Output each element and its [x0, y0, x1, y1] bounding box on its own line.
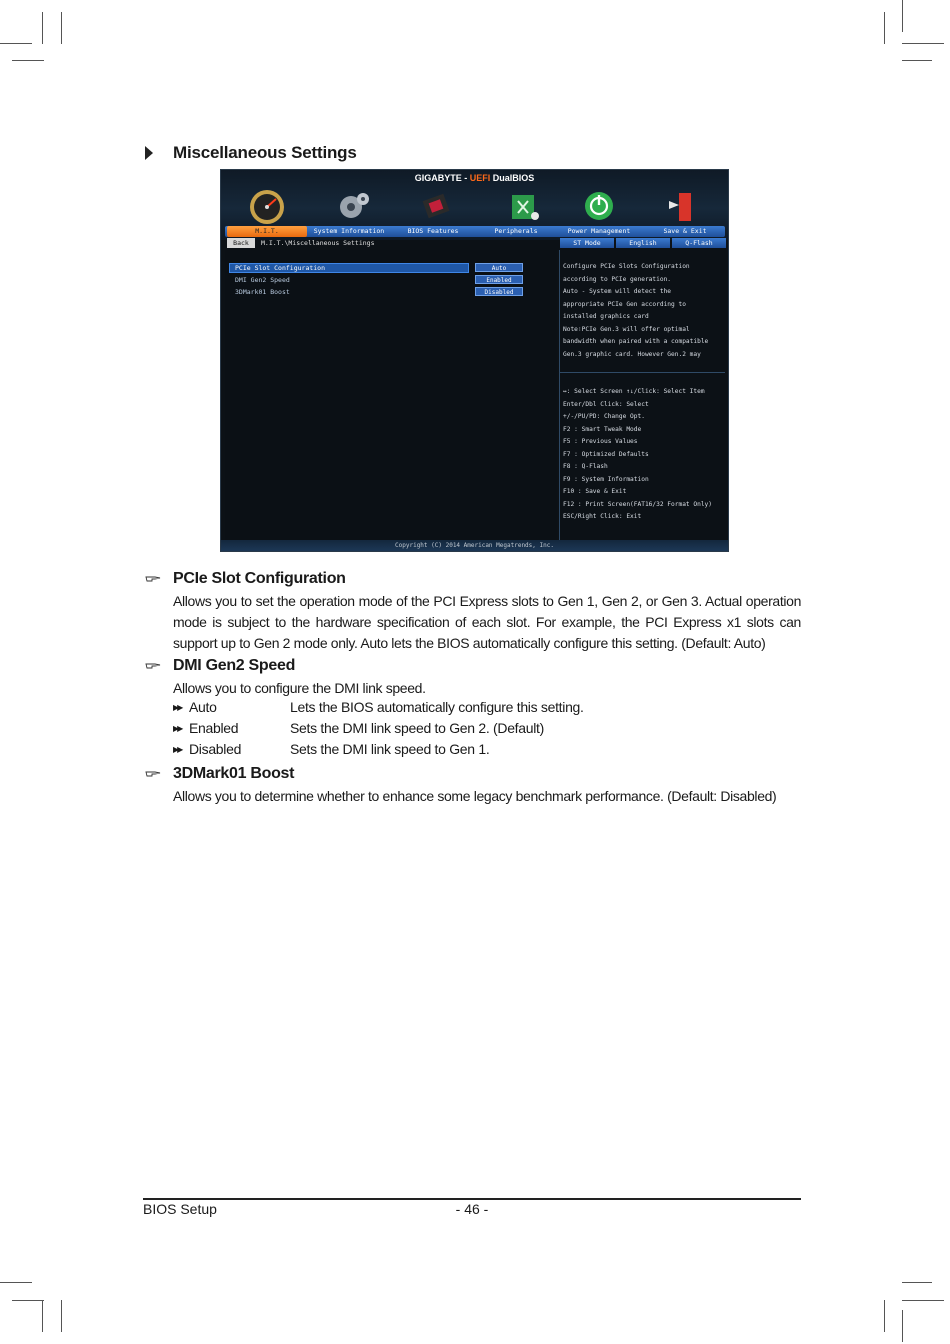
setting-label: 3DMark01 Boost: [235, 288, 290, 296]
speedometer-icon[interactable]: [247, 187, 287, 225]
crop-mark: [902, 43, 944, 44]
help-line: Auto - System will detect the: [563, 288, 672, 295]
peripherals-icon[interactable]: [504, 187, 544, 225]
help-line: installed graphics card: [563, 313, 649, 320]
menu-peripherals[interactable]: Peripherals: [494, 227, 538, 235]
double-arrow-icon: ▶▶: [173, 724, 182, 733]
brand-sep: -: [461, 173, 470, 183]
crop-mark: [12, 60, 44, 61]
setting-value-pcie-slot[interactable]: Auto: [475, 263, 523, 272]
copyright: Copyright (C) 2014 American Megatrends, Inc.: [395, 542, 554, 549]
page-number: - 46 -: [455, 1201, 489, 1217]
item-description: Allows you to configure the DMI link speed.: [173, 680, 426, 696]
key-hint: F5 : Previous Values: [563, 438, 638, 445]
menu-save-exit[interactable]: Save & Exit: [663, 227, 707, 235]
pointing-hand-icon: [145, 768, 161, 778]
st-mode-button[interactable]: ST Mode: [560, 238, 614, 248]
option-enabled: [173, 720, 238, 736]
option-desc: Lets the BIOS automatically configure this setting.: [290, 699, 584, 715]
chip-icon[interactable]: [416, 187, 456, 225]
crop-mark: [902, 60, 932, 61]
brand-uefi: UEFI: [469, 173, 491, 183]
setting-row-3dmark01[interactable]: [229, 287, 529, 297]
key-hint: F9 : System Information: [563, 475, 649, 483]
footer-rule: [143, 1198, 801, 1200]
bios-crumbbar: [225, 238, 725, 248]
key-hint: Enter/Dbl Click: Select: [563, 400, 649, 408]
pointing-hand-icon: [145, 660, 161, 670]
setting-value-dmi-gen2[interactable]: Enabled: [475, 275, 523, 284]
key-hint: +/-/PU/PD: Change Opt.: [563, 413, 645, 420]
key-hint: F7 : Optimized Defaults: [563, 450, 649, 458]
crop-mark: [42, 12, 43, 44]
double-arrow-icon: ▶▶: [173, 745, 182, 754]
item-title: 3DMark01 Boost: [173, 765, 295, 782]
setting-row-dmi-gen2[interactable]: [229, 275, 529, 285]
crop-mark: [61, 12, 62, 44]
footer-section-name: BIOS Setup: [143, 1201, 217, 1217]
item-title: DMI Gen2 Speed: [173, 657, 296, 674]
setting-label: PCIe Slot Configuration: [235, 264, 326, 272]
gear-icon[interactable]: [334, 187, 374, 225]
crop-mark: [61, 1300, 62, 1332]
menu-power-management[interactable]: Power Management: [567, 227, 631, 235]
crop-mark: [42, 1300, 43, 1332]
double-arrow-icon: ▶▶: [173, 703, 182, 712]
help-line: according to PCIe generation.: [563, 275, 672, 283]
item-description: Allows you to set the operation mode of the PCI Express slots to Gen 1, Gen 2, or Gen 3. Actual operation mode is subject to the hardware specification of each slot. For example, the PCI Express x1 slots can support up to Gen 2 mode only. Auto lets the BIOS automatically configure this setting. (Default: Auto): [173, 593, 801, 651]
bios-footer: [221, 540, 728, 552]
help-line: Configure PCIe Slots Configuration: [563, 263, 690, 270]
pointing-hand-icon: [145, 573, 161, 583]
menu-mit[interactable]: M.I.T.: [227, 226, 307, 237]
crop-mark: [902, 1300, 944, 1301]
key-hint: F2 : Smart Tweak Mode: [563, 425, 642, 433]
crop-mark: [12, 1300, 44, 1301]
breadcrumb: M.I.T.\Miscellaneous Settings: [261, 239, 375, 247]
crop-mark: [902, 1310, 903, 1342]
option-desc: Sets the DMI link speed to Gen 1.: [290, 741, 490, 757]
language-button[interactable]: English: [616, 238, 670, 248]
key-hint: F10 : Save & Exit: [563, 488, 627, 495]
bios-brand: [221, 173, 728, 183]
menu-system-information[interactable]: System Information: [313, 227, 385, 235]
menu-bios-features[interactable]: BIOS Features: [407, 227, 459, 235]
section-title: Miscellaneous Settings: [173, 143, 357, 162]
help-line: appropriate PCIe Gen according to: [563, 300, 686, 308]
bios-header: [221, 170, 728, 240]
crop-mark: [884, 1300, 885, 1332]
key-hint: ↔: Select Screen ↑↓/Click: Select Item: [563, 388, 705, 395]
crop-mark: [902, 1282, 932, 1283]
setting-value-3dmark01[interactable]: Disabled: [475, 287, 523, 296]
item-title: PCIe Slot Configuration: [173, 570, 346, 587]
option-auto: [173, 699, 217, 715]
help-line: bandwidth when paired with a compatible: [563, 338, 709, 345]
option-name: Disabled: [189, 741, 242, 757]
option-name: Auto: [189, 699, 217, 715]
option-name: Enabled: [189, 720, 239, 736]
brand-vendor: GIGABYTE: [414, 173, 462, 183]
item-description: Allows you to determine whether to enhance some legacy benchmark performance. (Default: Disabled): [173, 788, 777, 804]
help-line: Note∶PCIe Gen.3 will offer optimal: [563, 325, 690, 333]
power-icon[interactable]: [579, 187, 619, 225]
bios-menubar: [225, 226, 725, 237]
setting-label: DMI Gen2 Speed: [235, 276, 290, 284]
crop-mark: [0, 43, 32, 44]
q-flash-button[interactable]: Q-Flash: [672, 238, 726, 248]
crop-mark: [884, 12, 885, 44]
option-desc: Sets the DMI link speed to Gen 2. (Default): [290, 720, 545, 736]
exit-door-icon[interactable]: [661, 187, 701, 225]
help-divider: [559, 372, 725, 373]
settings-panel: [225, 250, 557, 540]
brand-dualbios: DualBIOS: [490, 173, 535, 183]
help-line: Gen.3 graphic card. However Gen.2 may: [563, 350, 701, 358]
option-disabled: [173, 741, 241, 757]
back-button[interactable]: Back: [227, 238, 255, 248]
crop-mark: [0, 1282, 32, 1283]
crop-mark: [902, 0, 903, 32]
section-heading: [145, 143, 357, 163]
setting-row-pcie-slot[interactable]: [229, 263, 529, 273]
bios-screenshot: [220, 169, 729, 552]
triangle-bullet-icon: [145, 146, 153, 160]
key-hint: F12 : Print Screen(FAT16/32 Format Only): [563, 500, 713, 508]
key-hint: ESC/Right Click: Exit: [563, 513, 642, 520]
key-hint: F8 : Q-Flash: [563, 463, 608, 470]
